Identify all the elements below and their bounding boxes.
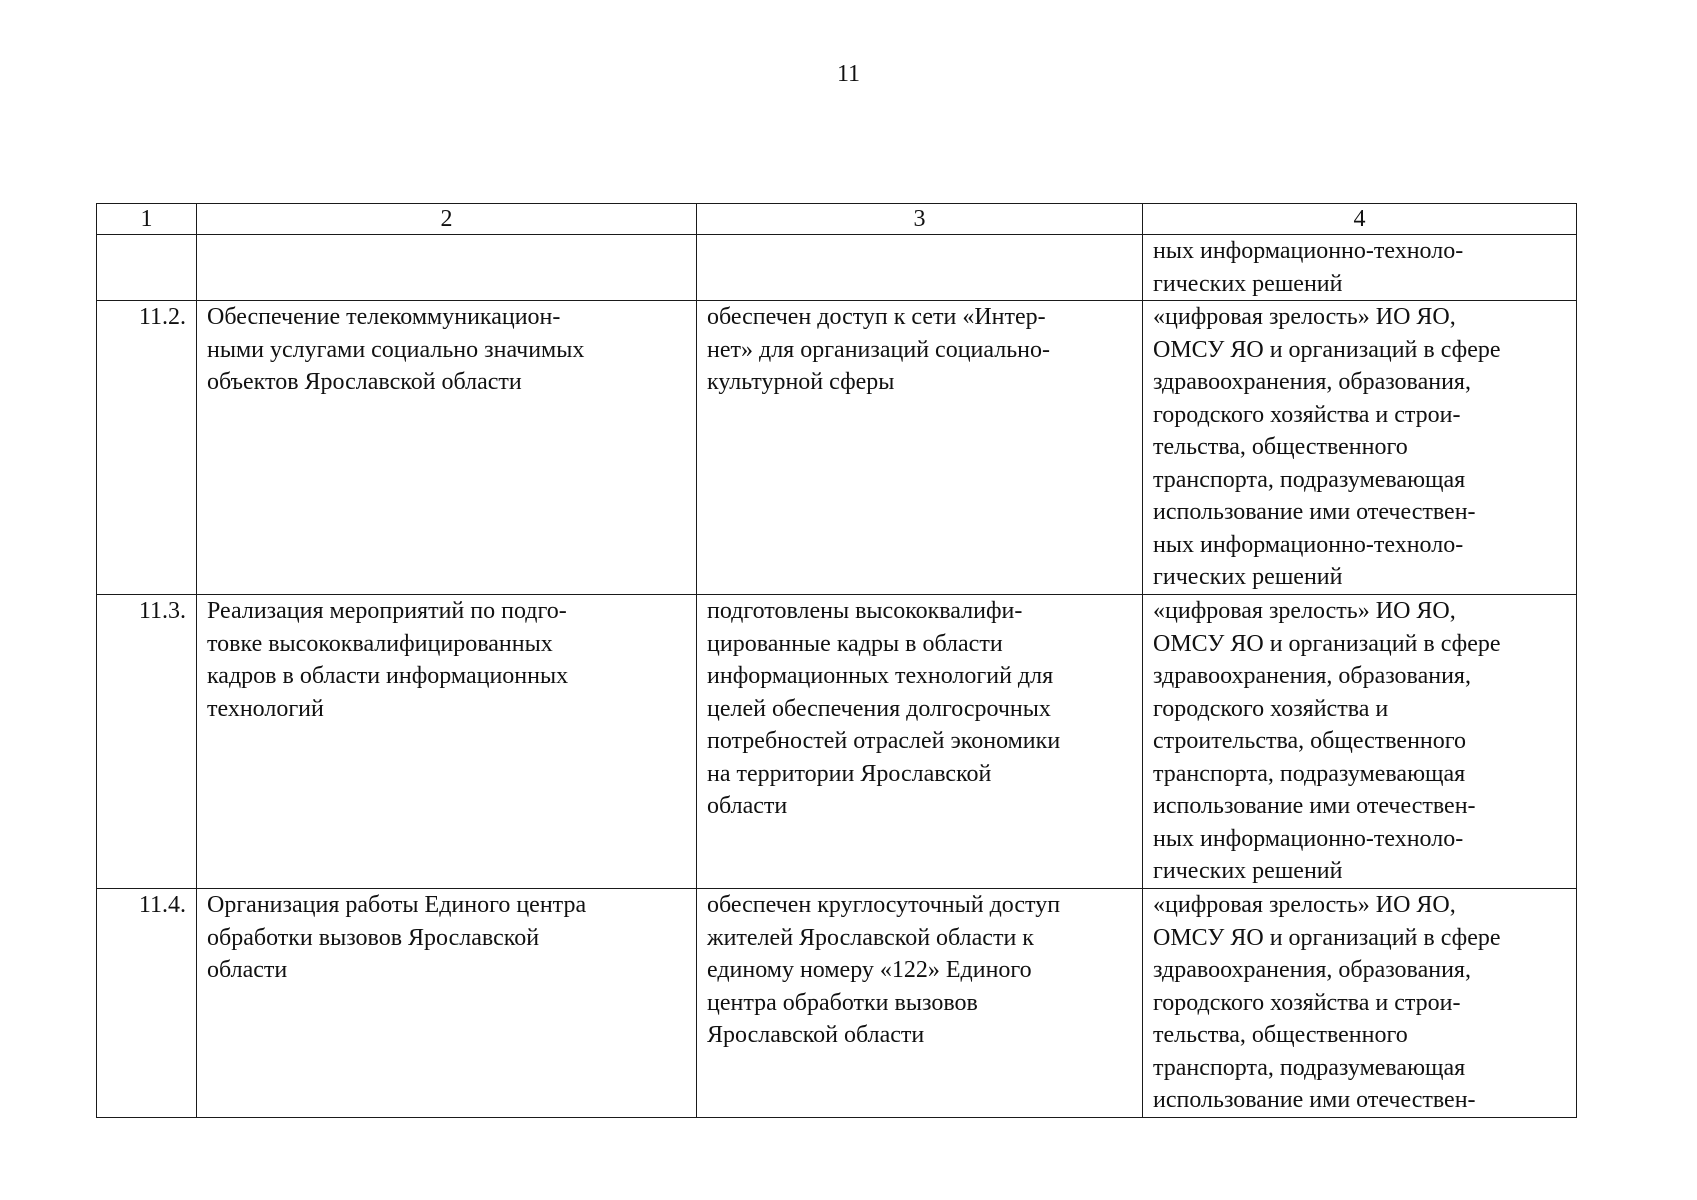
table-row [97,889,1577,1118]
header-cell-2: 2 [197,204,697,235]
result-cell: подготовлены высококвалифи- цированные кадры в области информационных технологий для целей обеспечения долгосрочных потребностей отраслей экономики на территории Ярославской области [697,595,1143,889]
task-cell: Реализация мероприятий по подго- товке высококвалифицированных кадров в области информационных технологий [197,595,697,889]
cell-empty [697,235,1143,301]
item-number-cell: 11.4. [97,889,197,1118]
indicator-cell: «цифровая зрелость» ИО ЯО, ОМСУ ЯО и организаций в сфере здравоохранения, образования, городского хозяйства и строительства, общественного транспорта, подразумевающая использование ими отечествен- ных информационно-техноло- гических решений [1143,595,1577,889]
table-row [97,301,1577,595]
result-cell: обеспечен круглосуточный доступ жителей Ярославской области к единому номеру «122» Единого центра обработки вызовов Ярославской области [697,889,1143,1118]
task-cell: Обеспечение телекоммуникацион- ными услугами социально значимых объектов Ярославской области [197,301,697,595]
header-cell-3: 3 [697,204,1143,235]
item-number-cell: 11.2. [97,301,197,595]
table-row-continuation [97,235,1577,301]
cell-empty [97,235,197,301]
cell-empty [197,235,697,301]
indicator-cell: «цифровая зрелость» ИО ЯО, ОМСУ ЯО и организаций в сфере здравоохранения, образования, городского хозяйства и строи- тельства, общественного транспорта, подразумевающая использование ими отечествен- [1143,889,1577,1118]
header-cell-1: 1 [97,204,197,235]
table-row [97,595,1577,889]
table-header-row [97,204,1577,235]
result-cell: обеспечен доступ к сети «Интер- нет» для организаций социально- культурной сферы [697,301,1143,595]
measures-table [96,203,1577,1118]
indicator-cell: «цифровая зрелость» ИО ЯО, ОМСУ ЯО и организаций в сфере здравоохранения, образования, городского хозяйства и строи- тельства, общественного транспорта, подразумевающая использование ими отечествен- ных информационно-техноло- гических решений [1143,301,1577,595]
task-cell: Организация работы Единого центра обработки вызовов Ярославской области [197,889,697,1118]
header-cell-4: 4 [1143,204,1577,235]
page-number: 11 [836,61,861,87]
item-number-cell: 11.3. [97,595,197,889]
indicator-cell: ных информационно-техноло- гических решений [1143,235,1577,301]
